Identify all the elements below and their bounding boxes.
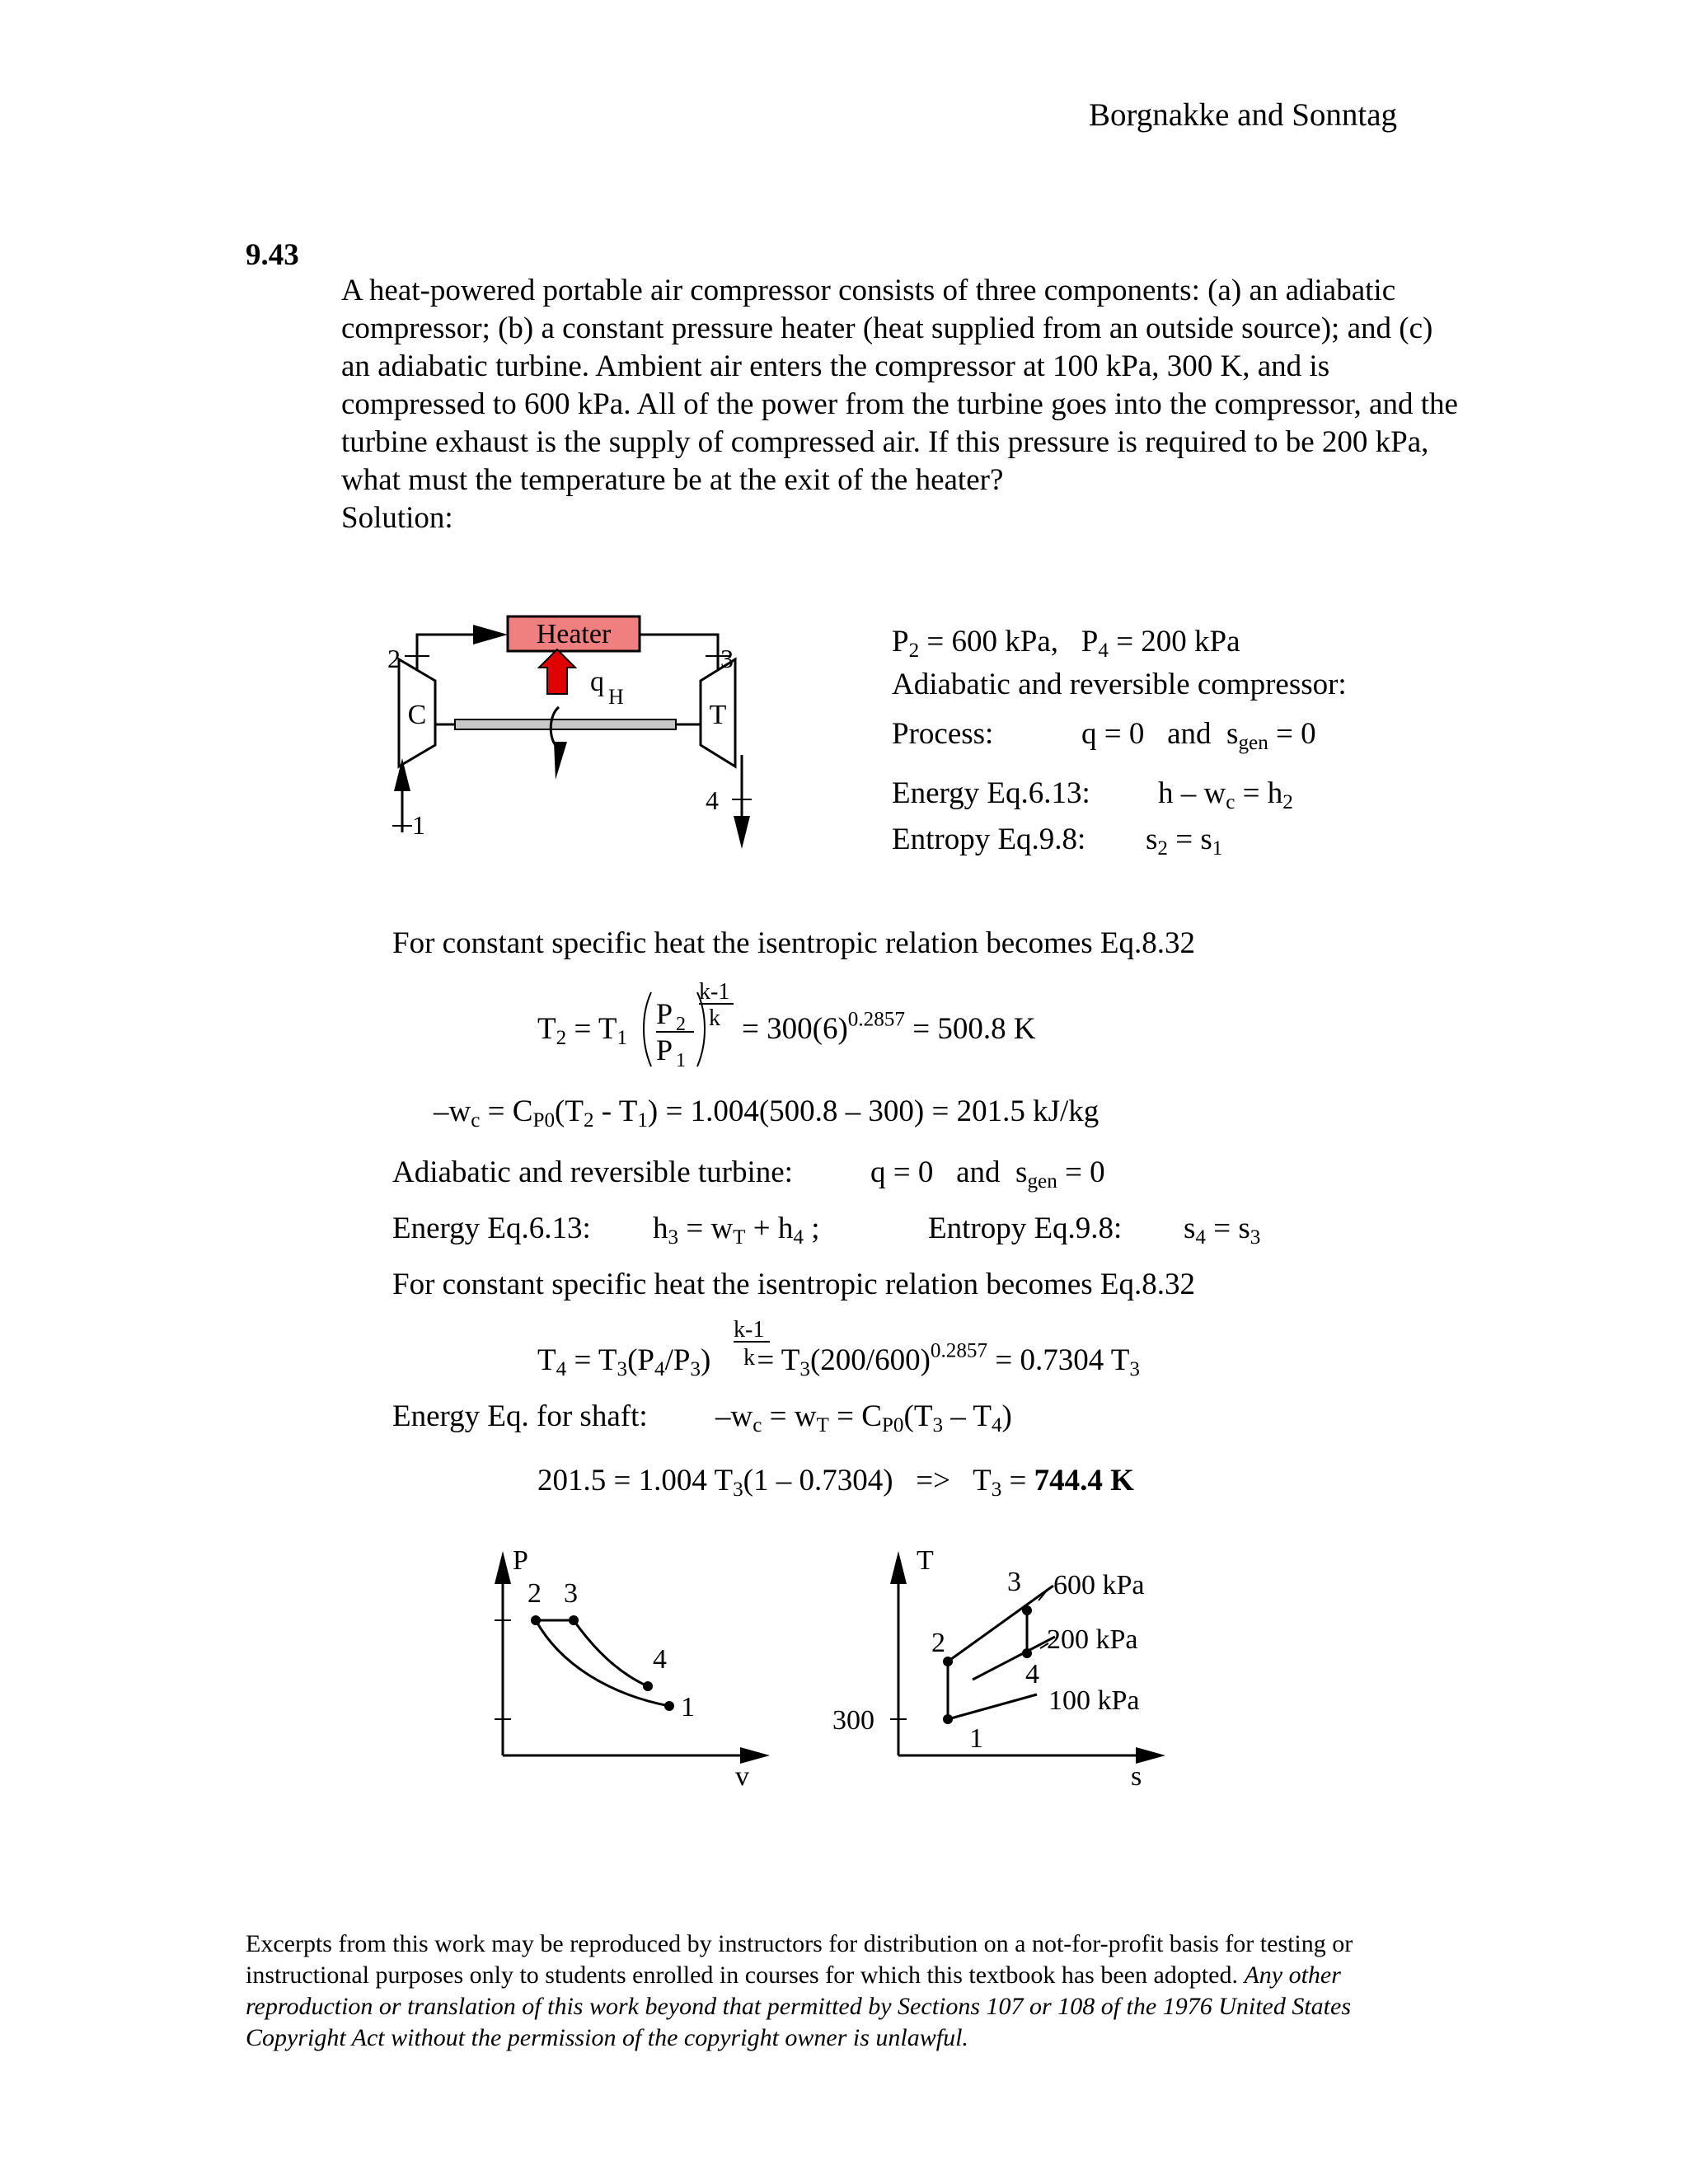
ts-isobar-200-label: 200 kPa — [1047, 1624, 1138, 1655]
shaft — [455, 719, 676, 729]
ts-label-3: 3 — [1007, 1567, 1021, 1597]
svg-text:2: 2 — [676, 1014, 686, 1035]
final-answer: 744.4 K — [1034, 1464, 1134, 1497]
energy2-label: Energy Eq.6.13: — [392, 1212, 591, 1245]
problem-statement — [341, 272, 1462, 537]
shaft-equation: $-w_c = w_T = C_{P0}(T_3 - T_4)$ — [715, 1399, 1012, 1437]
svg-text:k: k — [743, 1345, 755, 1371]
ts-isobar-600 — [948, 1586, 1053, 1661]
heat-input-arrow-icon — [539, 649, 575, 694]
final-equation: 201.5 = 1.004 $T_3(1 - 0.7304) => T_3 = 744.4$ K — [537, 1464, 1134, 1502]
entropy2-equation: $s_4 = s_3$ — [1184, 1212, 1261, 1249]
entropy-equation: $s_2 = s_1$ — [1146, 823, 1223, 860]
process-label: Process: — [892, 717, 994, 751]
t2-equation-result: = $300(6)^{0.2857} = 500.8$ K — [742, 1008, 1036, 1046]
pv-label-2: 2 — [528, 1578, 542, 1609]
outlet-arrow-icon — [734, 816, 750, 849]
energy-label: Energy Eq.6.13: — [892, 776, 1090, 810]
ts-isobar-100-label: 100 kPa — [1048, 1685, 1140, 1716]
heat-label: q — [590, 667, 604, 697]
ts-label-2: 2 — [931, 1628, 945, 1658]
compressor-label: C — [407, 700, 427, 730]
entropy-label: Entropy Eq.9.8: — [892, 823, 1086, 856]
pv-process-1-2 — [536, 1620, 669, 1706]
problem-text: A heat-powered portable air compressor consists of three components: (a) an adiabatic compressor; (b) a constant pressure heater (heat supplied from an outside source); and (c) an adiabatic turbine. Ambient air enters the compressor at 100 kPa, 300 K, and is compressed to 600 kPa. All of the power from the turbine goes into the compressor, and the turbine exhaust is the supply of compressed air. If this pressure is required to be 200 kPa, what must the temperature be at the exit of the heater? — [341, 274, 1458, 497]
svg-text:k-1: k-1 — [734, 1317, 765, 1343]
compressor-heading: Adiabatic and reversible compressor: — [892, 668, 1347, 701]
ts-isobar-100 — [948, 1694, 1037, 1719]
turbine-equation: q = 0 and $s_{gen} = 0$ — [870, 1155, 1105, 1193]
solution-label: Solution: — [341, 501, 453, 535]
compressor-turbine-schematic — [379, 610, 767, 865]
problem-number: 9.43 — [246, 238, 299, 272]
state-4-label: 4 — [706, 785, 719, 815]
pv-label-1: 1 — [681, 1692, 695, 1722]
entropy2-label: Entropy Eq.9.8: — [928, 1212, 1123, 1245]
ts-label-4: 4 — [1025, 1659, 1039, 1690]
energy2-equation: $h_3 = w_T + h_4$ ; — [653, 1212, 820, 1249]
isentropic-relation-line-1: For constant specific heat the isentropic relation becomes Eq.8.32 — [392, 926, 1196, 960]
ts-isobar-200 — [973, 1637, 1055, 1680]
heater-label: Heater — [536, 619, 612, 649]
ts-y-axis-arrow-icon — [890, 1551, 907, 1584]
ts-x-axis-label: s — [1131, 1761, 1142, 1788]
pv-label-3: 3 — [564, 1578, 578, 1609]
svg-text:k-1: k-1 — [699, 981, 730, 1005]
process-equation: q = 0 and $s_{gen} = 0$ — [1081, 717, 1316, 755]
svg-text:1: 1 — [676, 1050, 686, 1071]
pv-y-axis-arrow-icon — [495, 1551, 511, 1584]
footer-italic-text: Any other reproduction or translation of this work beyond that permitted by Sections 107 or 108 of the 1976 United States Copyright Act without the permission of the copyright owner is unlawful. — [246, 1961, 1352, 2051]
copyright-footer — [246, 1929, 1441, 2054]
svg-text:k: k — [709, 1005, 720, 1031]
state-2-label: 2 — [387, 644, 401, 673]
svg-text:P: P — [656, 997, 673, 1030]
rotation-arrow-icon — [554, 742, 567, 780]
pressure-ratio-fraction — [641, 981, 740, 1071]
flow-arrow-icon — [473, 625, 508, 644]
turbine-heading: Adiabatic and reversible turbine: — [392, 1155, 793, 1189]
turbine-label: T — [709, 700, 727, 730]
shaft-label: Energy Eq. for shaft: — [392, 1399, 648, 1433]
ts-label-1: 1 — [969, 1723, 983, 1754]
state-1-label: 1 — [412, 810, 425, 840]
header-authors: Borgnakke and Sonntag — [1089, 97, 1398, 133]
compressor-work-equation: $-w_c = C_{P0}(T_2 - T_1) = 1.004(500.8 - 300) = 201.5$ kJ/kg — [434, 1094, 1100, 1132]
energy-equation: $h - w_c = h_2$ — [1158, 776, 1293, 814]
given-pressures: $P_2 = 600$ kPa, $P_4 = 200$ kPa — [892, 625, 1240, 663]
t4-equation: $T_4 = T_3(P_4/P_3) = T_3(200/600)^{0.2857} = 0.7304$ $T_3$ — [537, 1339, 1140, 1381]
inlet-arrow-icon — [394, 758, 410, 791]
ts-diagram — [824, 1541, 1203, 1788]
ts-tick-label: 300 — [832, 1705, 874, 1736]
isentropic-relation-line-2: For constant specific heat the isentropic relation becomes Eq.8.32 — [392, 1268, 1196, 1301]
pv-diagram — [478, 1541, 775, 1788]
pv-process-3-4 — [574, 1620, 648, 1686]
ts-y-axis-label: T — [917, 1545, 934, 1576]
footer-normal-text: Excerpts from this work may be reproduced by instructors for distribution on a not-for-profit basis for testing or instructional purposes only to students enrolled in courses for which this textbook has been adopted. — [246, 1930, 1353, 1989]
state-3-label: 3 — [720, 644, 734, 673]
svg-text:P: P — [656, 1033, 673, 1066]
pv-y-axis-label: P — [513, 1545, 528, 1576]
pv-x-axis-label: v — [735, 1761, 749, 1788]
pv-label-4: 4 — [653, 1644, 667, 1675]
heat-sub-label: H — [608, 685, 624, 709]
ts-isobar-600-label: 600 kPa — [1053, 1570, 1145, 1601]
t2-equation-lhs: $T_2 = T_1$ — [537, 1012, 628, 1050]
